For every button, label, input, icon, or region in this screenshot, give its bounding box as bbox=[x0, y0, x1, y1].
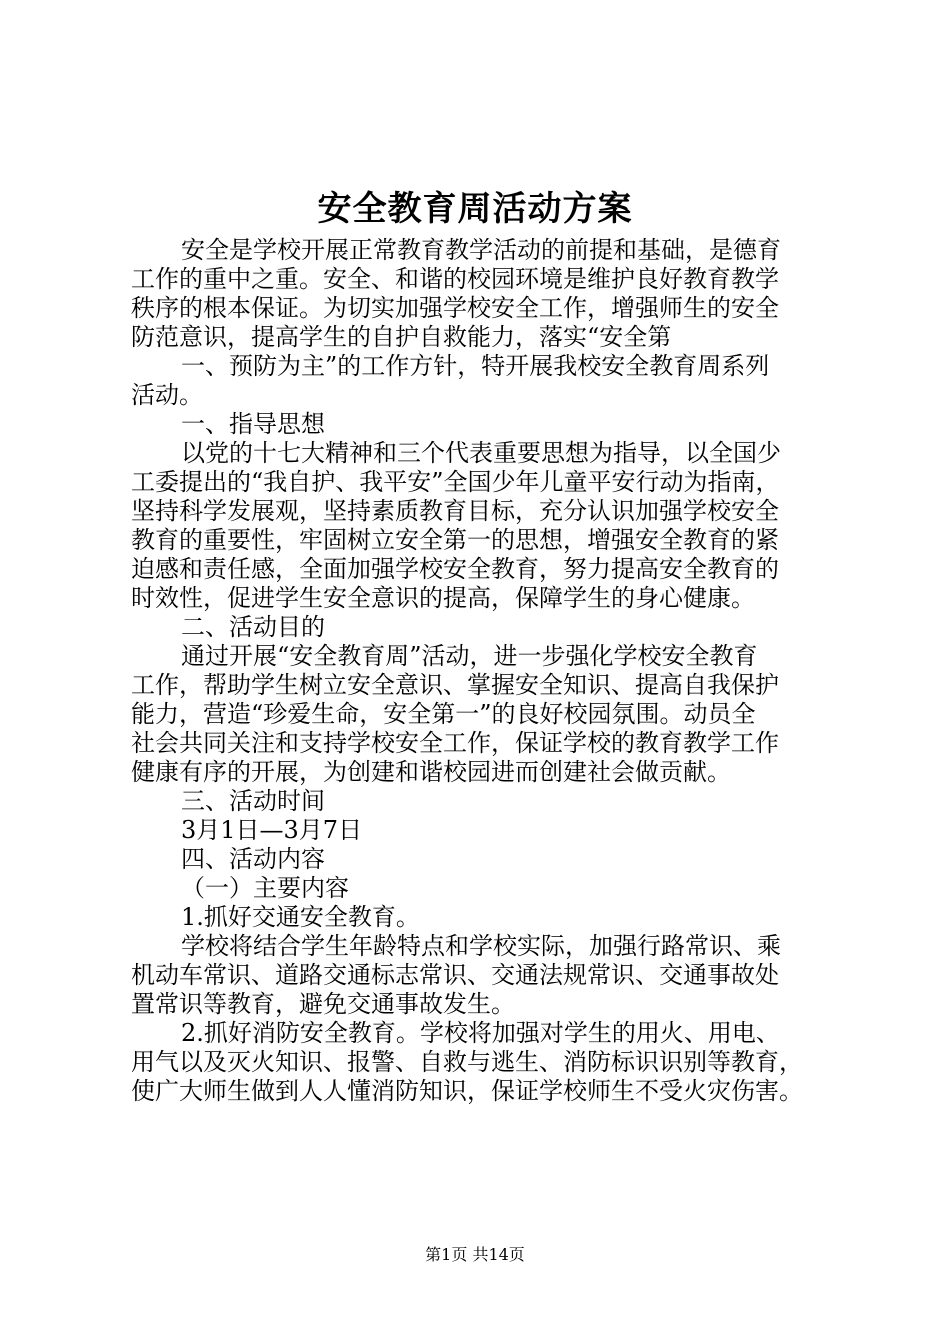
body-line: 四、活动内容 bbox=[181, 845, 325, 873]
page-footer: 第1页 共14页 bbox=[425, 1245, 525, 1264]
body-line: 2.抓好消防安全教育。学校将加强对学生的用火、用电、 bbox=[181, 1019, 780, 1047]
body-line: 坚持科学发展观，坚持素质教育目标，充分认识加强学校安全 bbox=[131, 497, 779, 525]
document-body bbox=[131, 236, 831, 1106]
body-line: 秩序的根本保证。为切实加强学校安全工作，增强师生的安全 bbox=[131, 294, 779, 322]
body-line: 置常识等教育，避免交通事故发生。 bbox=[131, 990, 515, 1018]
body-line: 使广大师生做到人人懂消防知识，保证学校师生不受火灾伤害。 bbox=[131, 1077, 803, 1105]
body-line: 机动车常识、道路交通标志常识、交通法规常识、交通事故处 bbox=[131, 961, 779, 989]
body-line: 健康有序的开展，为创建和谐校园进而创建社会做贡献。 bbox=[131, 758, 731, 786]
body-line: 一、指导思想 bbox=[181, 410, 325, 438]
body-line: 一、预防为主”的工作方针，特开展我校安全教育周系列 bbox=[181, 352, 770, 380]
body-line: 二、活动目的 bbox=[181, 613, 325, 641]
body-line: 以党的十七大精神和三个代表重要思想为指导，以全国少 bbox=[181, 439, 781, 467]
body-line: 安全是学校开展正常教育教学活动的前提和基础，是德育 bbox=[181, 236, 781, 264]
body-line: 教育的重要性，牢固树立安全第一的思想，增强安全教育的紧 bbox=[131, 526, 779, 554]
body-line: 工作，帮助学生树立安全意识、掌握安全知识、提高自我保护 bbox=[131, 671, 779, 699]
body-line: 迫感和责任感，全面加强学校安全教育，努力提高安全教育的 bbox=[131, 555, 779, 583]
body-line: 通过开展“安全教育周”活动，进一步强化学校安全教育 bbox=[181, 642, 758, 670]
body-line: 能力，营造“珍爱生命，安全第一”的良好校园氛围。动员全 bbox=[131, 700, 756, 728]
body-line: （一）主要内容 bbox=[181, 874, 349, 902]
body-line: 活动。 bbox=[131, 381, 203, 409]
body-line: 时效性，促进学生安全意识的提高，保障学生的身心健康。 bbox=[131, 584, 755, 612]
body-line: 工委提出的“我自护、我平安”全国少年儿童平安行动为指南， bbox=[131, 468, 780, 496]
body-line: 学校将结合学生年龄特点和学校实际，加强行路常识、乘 bbox=[181, 932, 781, 960]
body-line: 社会共同关注和支持学校安全工作，保证学校的教育教学工作 bbox=[131, 729, 779, 757]
document-title: 安全教育周活动方案 bbox=[317, 189, 633, 229]
body-line: 防范意识，提高学生的自护自救能力，落实“安全第 bbox=[131, 323, 672, 351]
body-line: 工作的重中之重。安全、和谐的校园环境是维护良好教育教学 bbox=[131, 265, 779, 293]
body-line: 1.抓好交通安全教育。 bbox=[181, 903, 420, 931]
body-line: 三、活动时间 bbox=[181, 787, 325, 815]
body-line: 用气以及灭火知识、报警、自救与逃生、消防标识识别等教育， bbox=[131, 1048, 803, 1076]
body-line: 3月1日—3月7日 bbox=[181, 816, 363, 844]
